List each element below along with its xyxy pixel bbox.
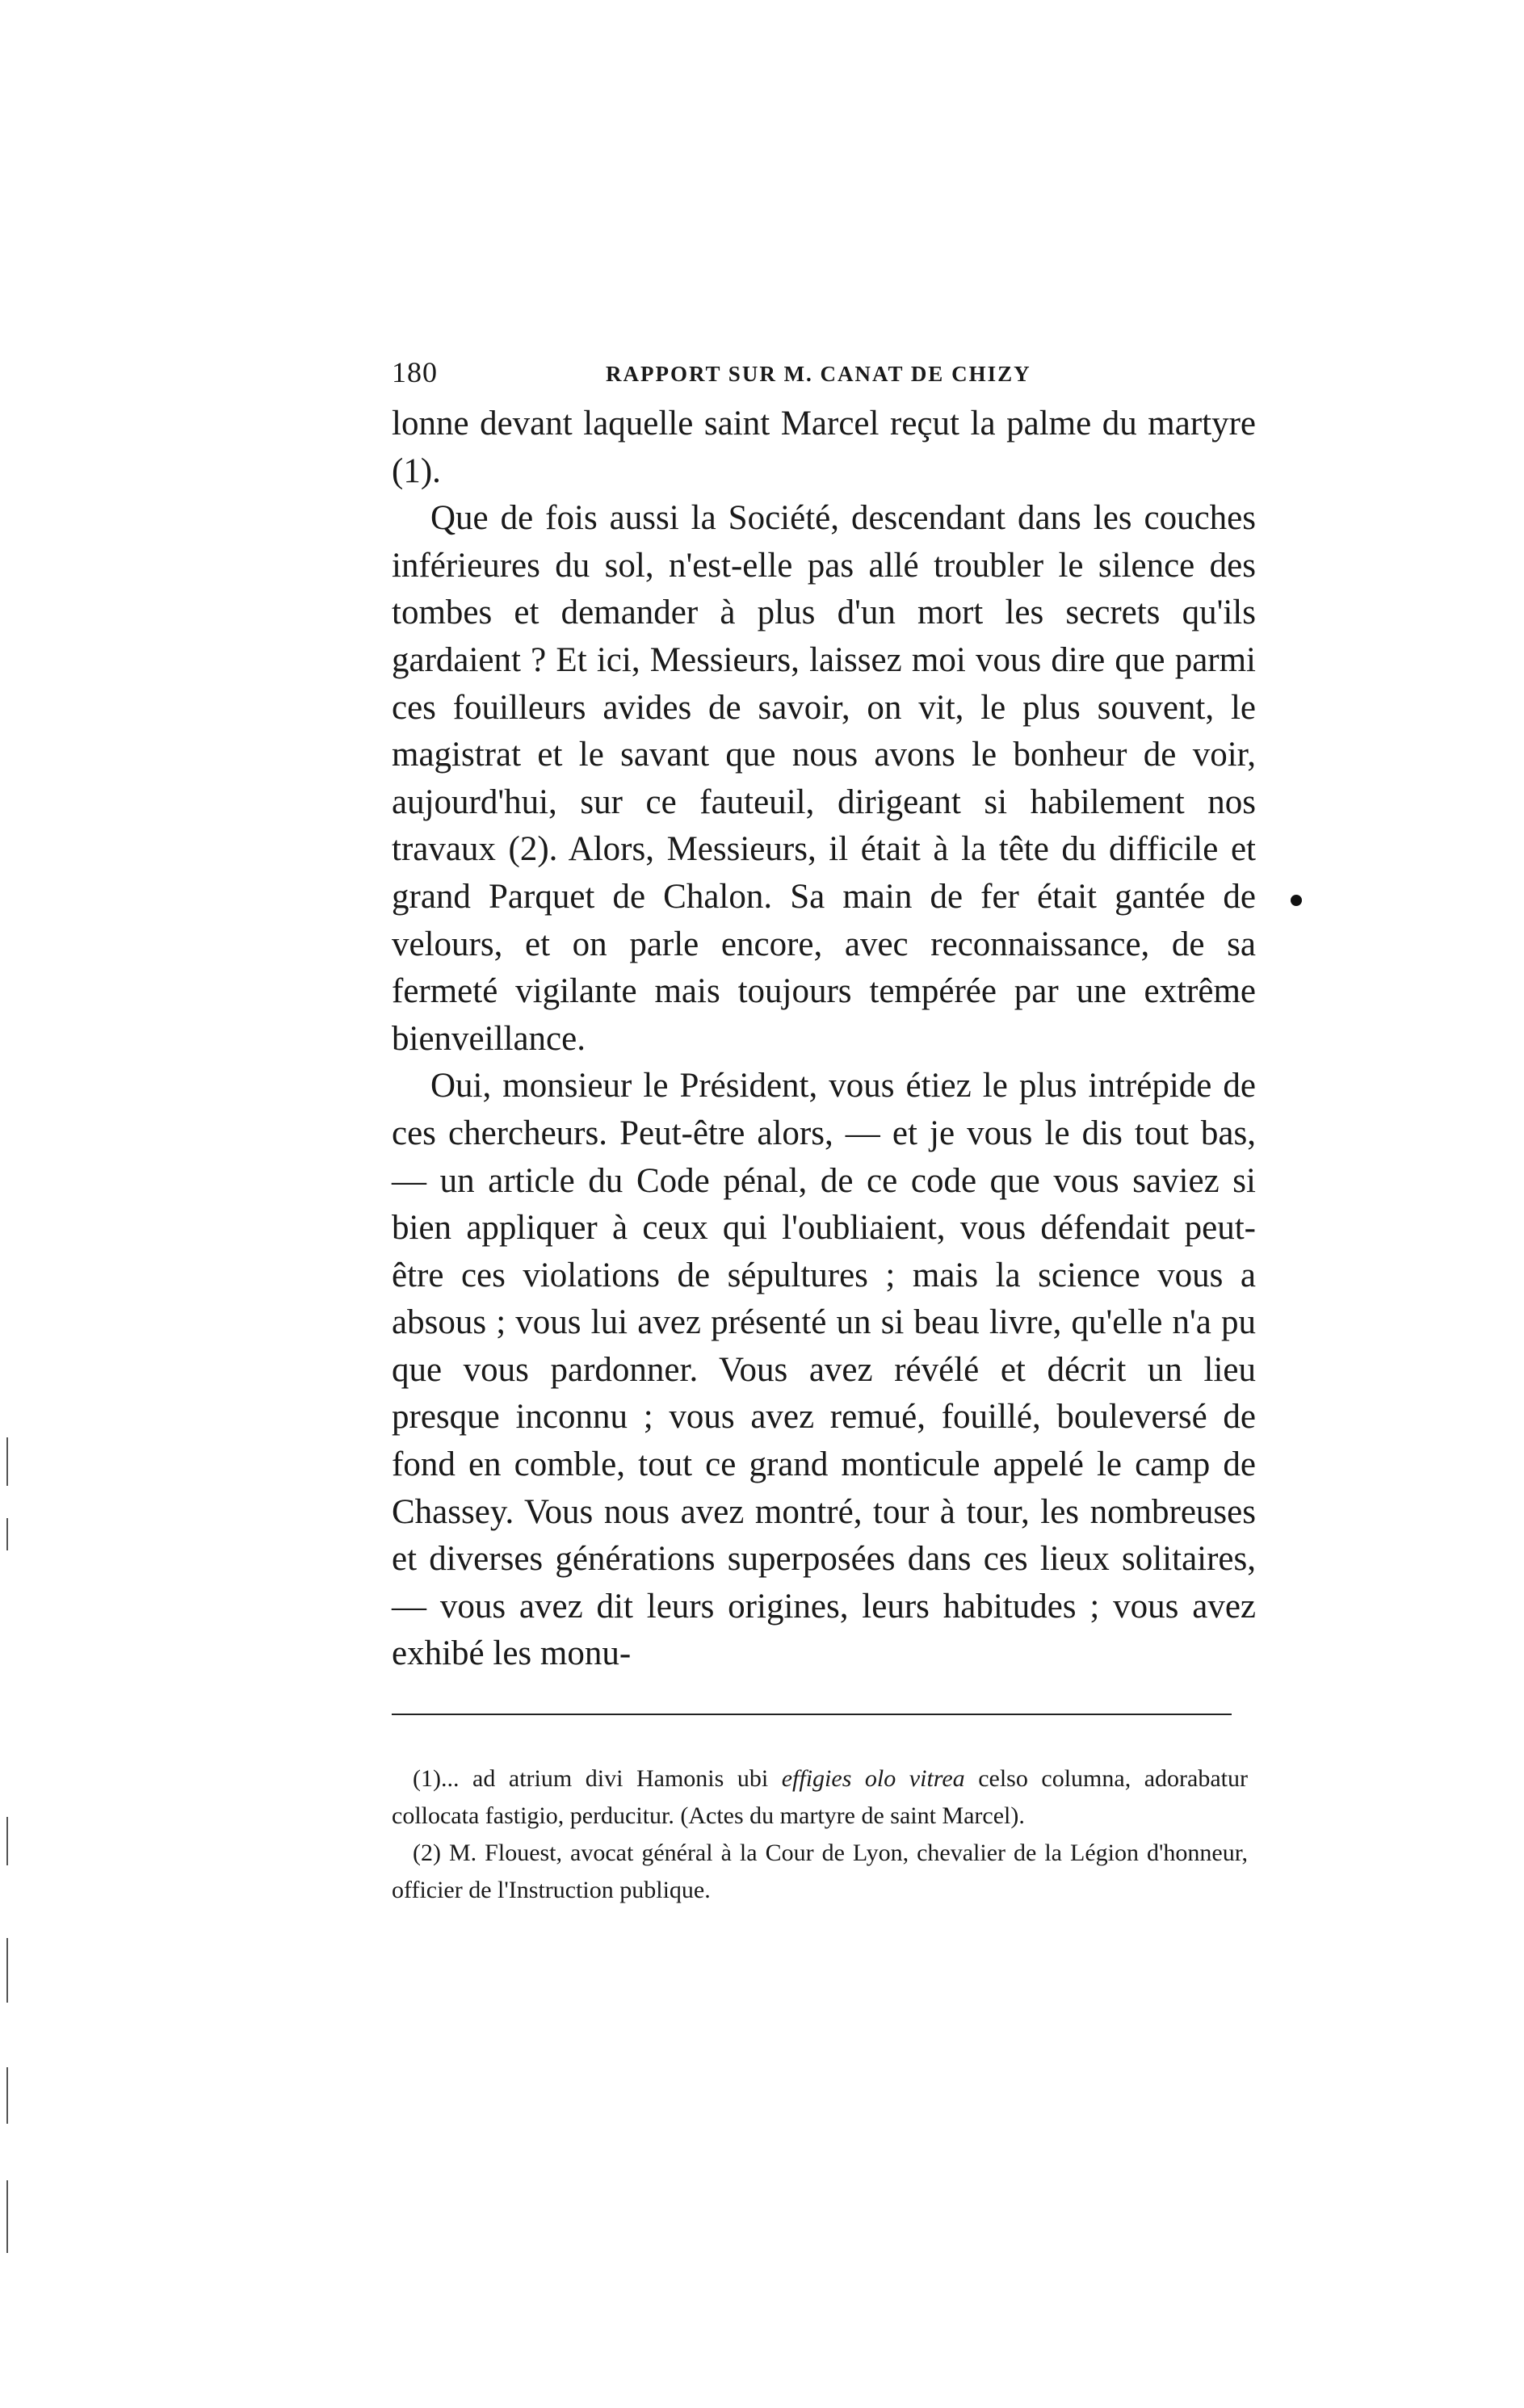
footnote-1-italic-text: effigies olo vitrea xyxy=(781,1765,965,1792)
scan-edge-mark xyxy=(6,1518,8,1550)
footnote-2: (2) M. Flouest, avocat général à la Cour de Lyon, chevalier de la Légion d'honneur, officier de l'Instruction publique. xyxy=(392,1840,1248,1903)
paragraph-3: Oui, monsieur le Président, vous étiez le plus intrépide de ces chercheurs. Peut-être alors, — et je vous le dis tout bas, — un article du Code pénal, de ce code que vous saviez si bien appliquer à ceux qui l'oubliaient, vous défendait peut-être ces violations de sépultures ; mais la science vous a absous ; vous lui avez présenté un si beau livre, qu'elle n'a pu que vous pardonner. Vous avez révélé et décrit un lieu presque inconnu ; vous avez remué, fouillé, bouleversé de fond en comble, tout ce grand monticule appelé le camp de Chassey. Vous nous avez montré, tour à tour, les nombreuses et diverses générations superposées dans ces lieux solitaires, — vous avez dit leurs origines, leurs habitudes ; vous avez exhibé les monu- xyxy=(392,1067,1256,1673)
footnote-1-text-end: celso columna, adorabatur collocata fastigio, perducitur. (Actes du martyre de saint Marcel). xyxy=(392,1765,1248,1829)
footnote-1 xyxy=(392,1760,1248,1835)
page-number: 180 xyxy=(392,356,438,388)
page-header xyxy=(392,355,1264,396)
footnote-1-text-start: (1)... ad atrium divi Hamonis ubi xyxy=(413,1765,782,1792)
paragraph-2: Que de fois aussi la Société, descendant dans les couches inférieures du sol, n'est-elle pas allé troubler le silence des tombes et demander à plus d'un mort les secrets qu'ils gardaient ? Et ici, Messieurs, laissez moi vous dire que parmi ces fouilleurs avides de savoir, on vit, le plus souvent, le magistrat et le savant que nous avons le bonheur de voir, aujourd'hui, sur ce fauteuil, dirigeant si habilement nos travaux (2). Alors, Messieurs, il était à la tête du difficile et grand Parquet de Chalon. Sa main de fer était gantée de velours, et on parle encore, avec reconnaissance, de sa fermeté vigilante mais toujours tempérée par une extrême bienveillance. xyxy=(392,499,1256,1058)
paragraph-1: lonne devant laquelle saint Marcel reçut la palme du martyre (1). xyxy=(392,405,1256,490)
scan-edge-mark xyxy=(6,2067,8,2124)
scan-edge-mark xyxy=(6,1437,8,1486)
scan-edge-mark xyxy=(6,2180,8,2253)
margin-dot-mark xyxy=(1291,895,1302,906)
body-text xyxy=(392,401,1256,1678)
scan-edge-mark xyxy=(6,1938,8,2003)
footnotes xyxy=(392,1760,1248,1909)
running-head: RAPPORT SUR M. CANAT DE CHIZY xyxy=(606,362,1031,386)
scan-edge-mark xyxy=(6,1817,8,1865)
footnote-separator xyxy=(392,1714,1232,1715)
